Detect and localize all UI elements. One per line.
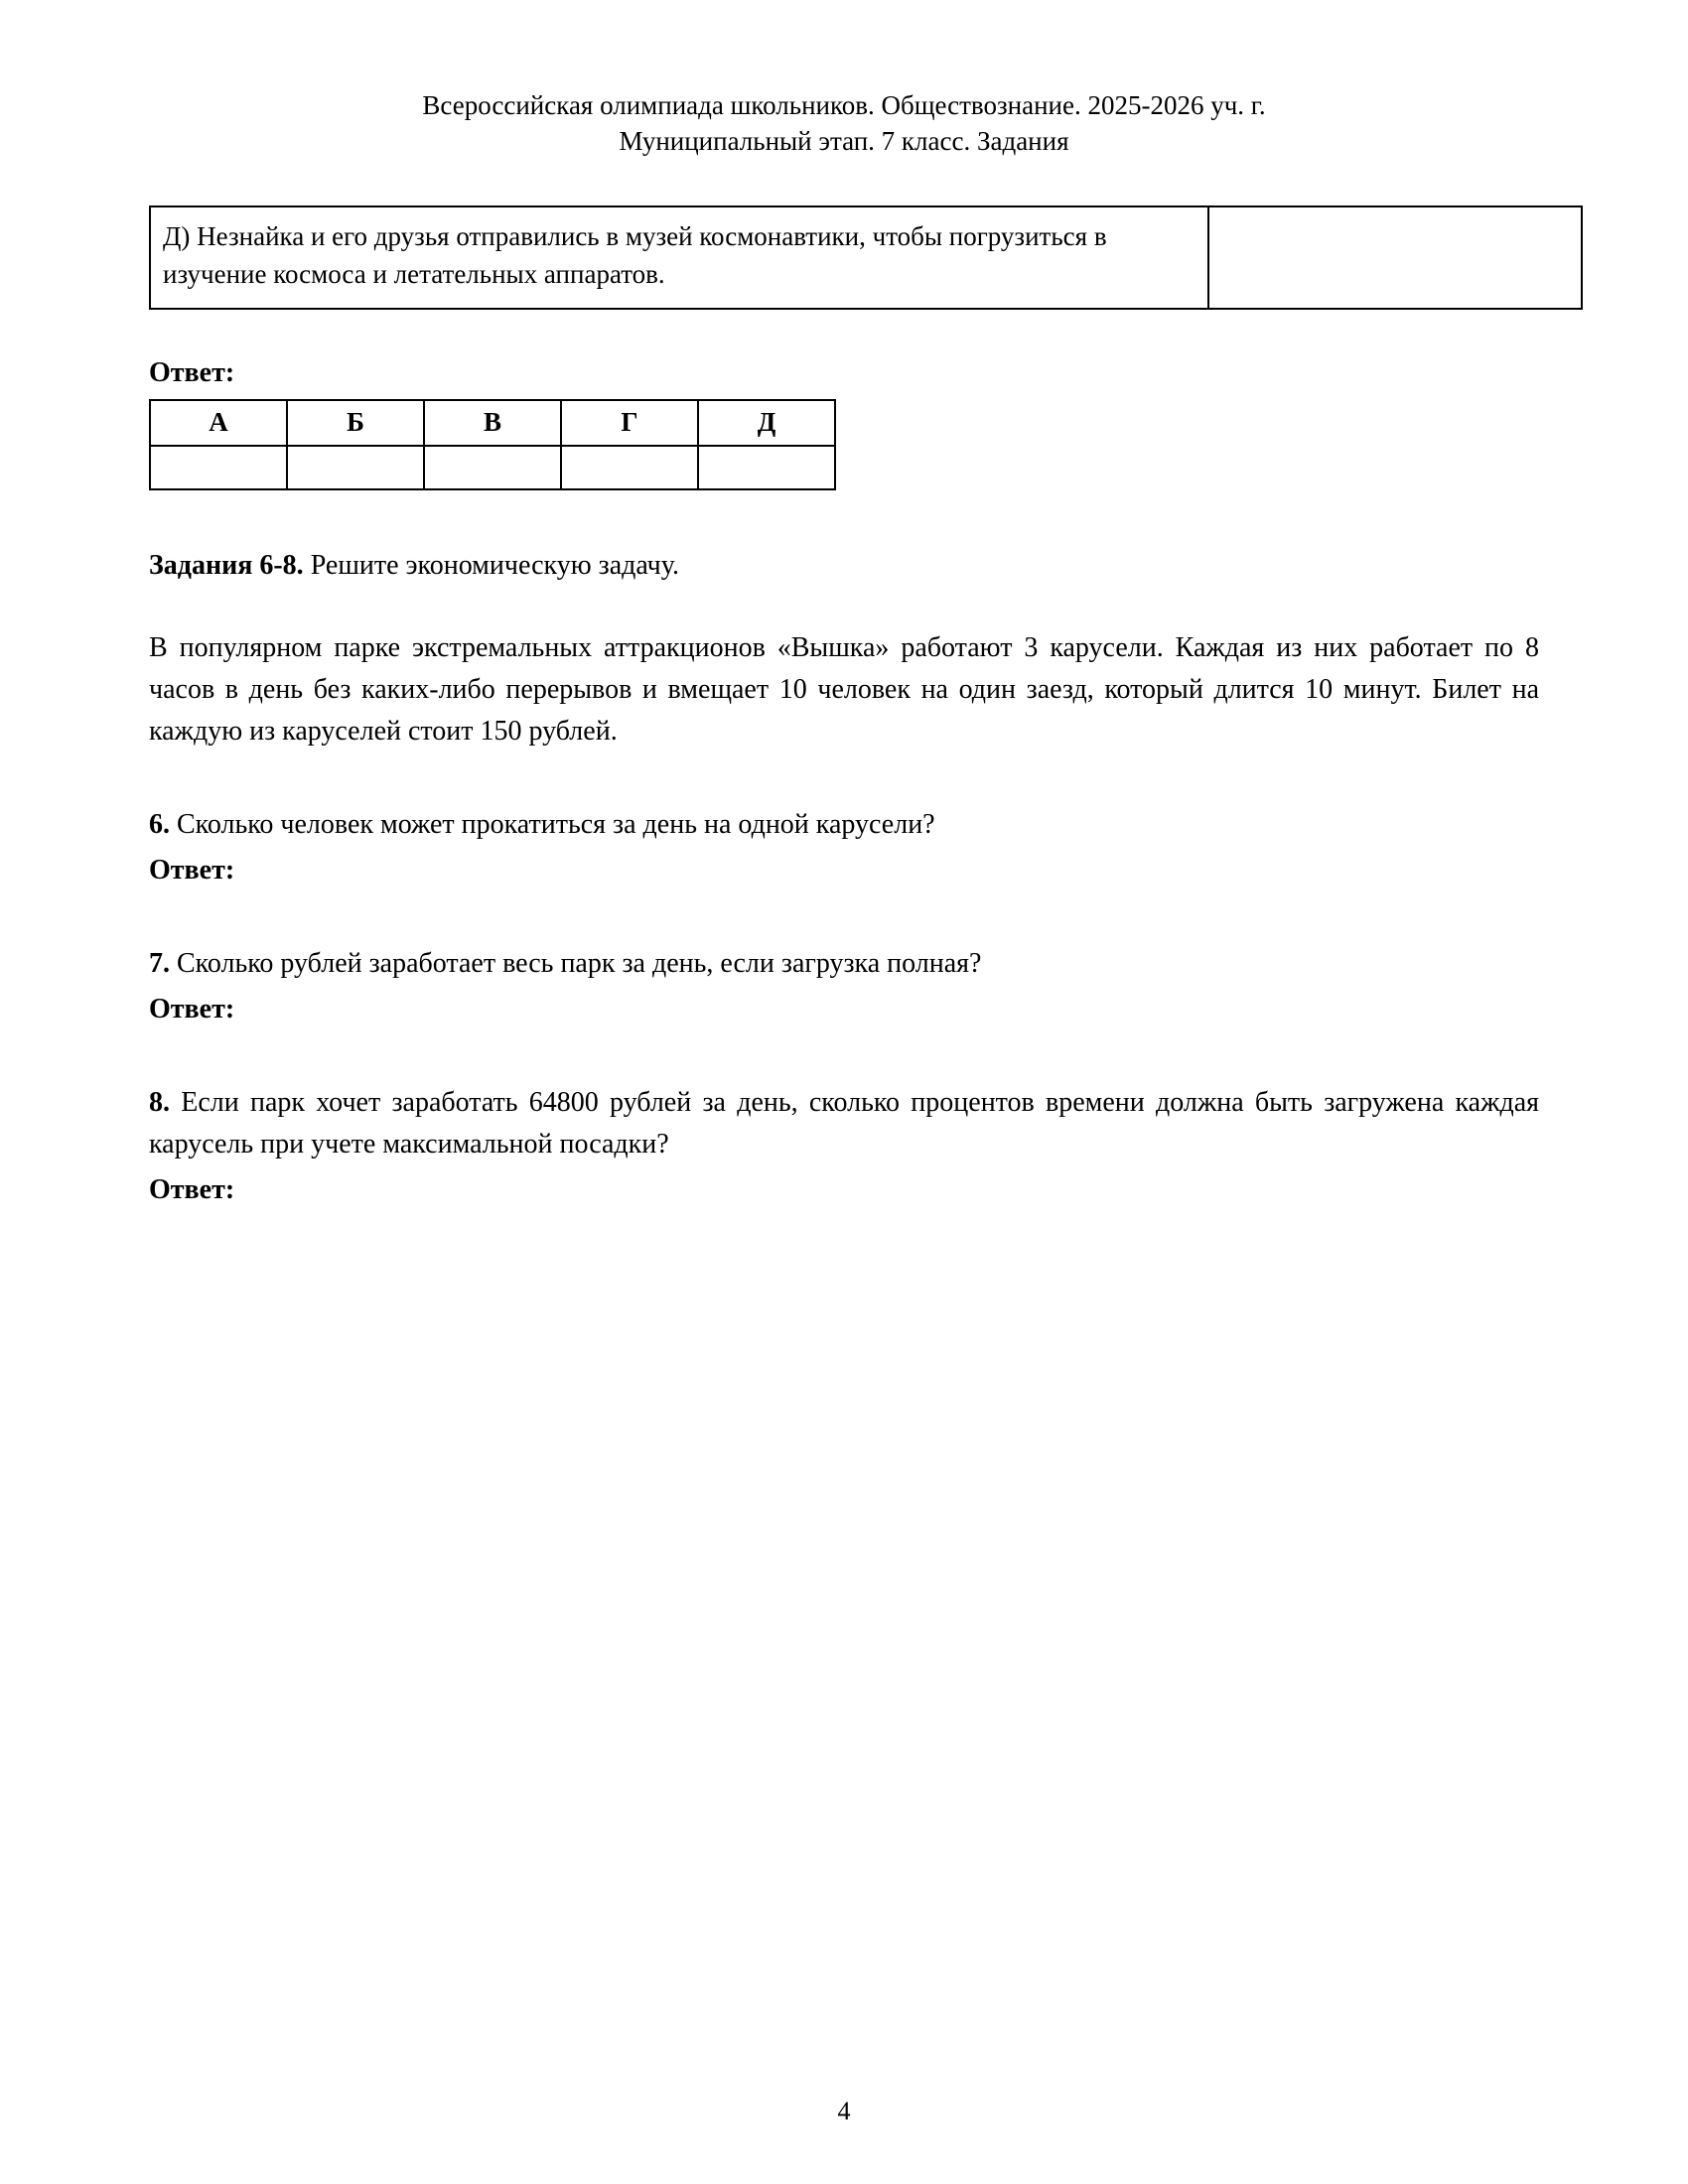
section-title-rest: Решите экономическую задачу. <box>303 549 679 581</box>
header-line-2: Муниципальный этап. 7 класс. Задания <box>619 126 1069 157</box>
header-line-1: Всероссийская олимпиада школьников. Обществознание. 2025-2026 уч. г. <box>422 90 1266 120</box>
section-title-bold: Задания 6-8. <box>149 549 304 581</box>
answer-grid-header-a: А <box>150 400 287 446</box>
task-6-question: Сколько человек может прокатиться за день на одной карусели? <box>170 808 935 840</box>
task-7-question: Сколько рублей заработает весь парк за день, если загрузка полная? <box>170 947 982 979</box>
task-6 <box>149 804 1539 891</box>
page-number: 4 <box>837 2097 851 2125</box>
answer-label: Ответ: <box>149 356 235 388</box>
answer-grid-cell-a[interactable] <box>150 446 287 489</box>
section-title <box>149 550 1539 582</box>
answer-grid-cell-g[interactable] <box>561 446 698 489</box>
answer-grid-cell-v[interactable] <box>424 446 561 489</box>
answer-grid-table <box>149 399 836 490</box>
answer-grid-header-d: Д <box>698 400 835 446</box>
task-8-answer-label[interactable]: Ответ: <box>149 1173 235 1205</box>
problem-statement: В популярном парке экстремальных аттракционов «Вышка» работают 3 карусели. Каждая из них работает по 8 часов в день без каких-либо перерывов и вмещает 10 человек на один заезд, который длится 10 минут. Билет на каждую из каруселей стоит 150 рублей. <box>149 631 1539 747</box>
task-8 <box>149 1082 1539 1211</box>
page-header <box>149 87 1539 160</box>
answer-grid-value-row <box>150 446 835 489</box>
statement-text-cell: Д) Незнайка и его друзья отправились в музей космонавтики, чтобы погрузиться в изучение космоса и летательных аппаратов. <box>150 206 1208 309</box>
task-8-number: 8. <box>149 1086 170 1118</box>
task-8-question: Если парк хочет заработать 64800 рублей за день, сколько процентов времени должна быть загружена каждая карусель при учете максимальной посадки? <box>149 1086 1539 1160</box>
statement-answer-cell[interactable] <box>1208 206 1582 309</box>
task-7 <box>149 943 1539 1030</box>
task-7-answer-label[interactable]: Ответ: <box>149 993 235 1024</box>
task-6-number: 6. <box>149 808 170 840</box>
answer-grid-cell-d[interactable] <box>698 446 835 489</box>
task-6-answer-label[interactable]: Ответ: <box>149 854 235 886</box>
answer-grid-header-b: Б <box>287 400 424 446</box>
table-row <box>150 206 1582 309</box>
answer-grid-header-row <box>150 400 835 446</box>
answer-grid-header-v: В <box>424 400 561 446</box>
answer-grid-header-g: Г <box>561 400 698 446</box>
task-7-number: 7. <box>149 947 170 979</box>
statement-table <box>149 205 1583 310</box>
answer-grid-cell-b[interactable] <box>287 446 424 489</box>
